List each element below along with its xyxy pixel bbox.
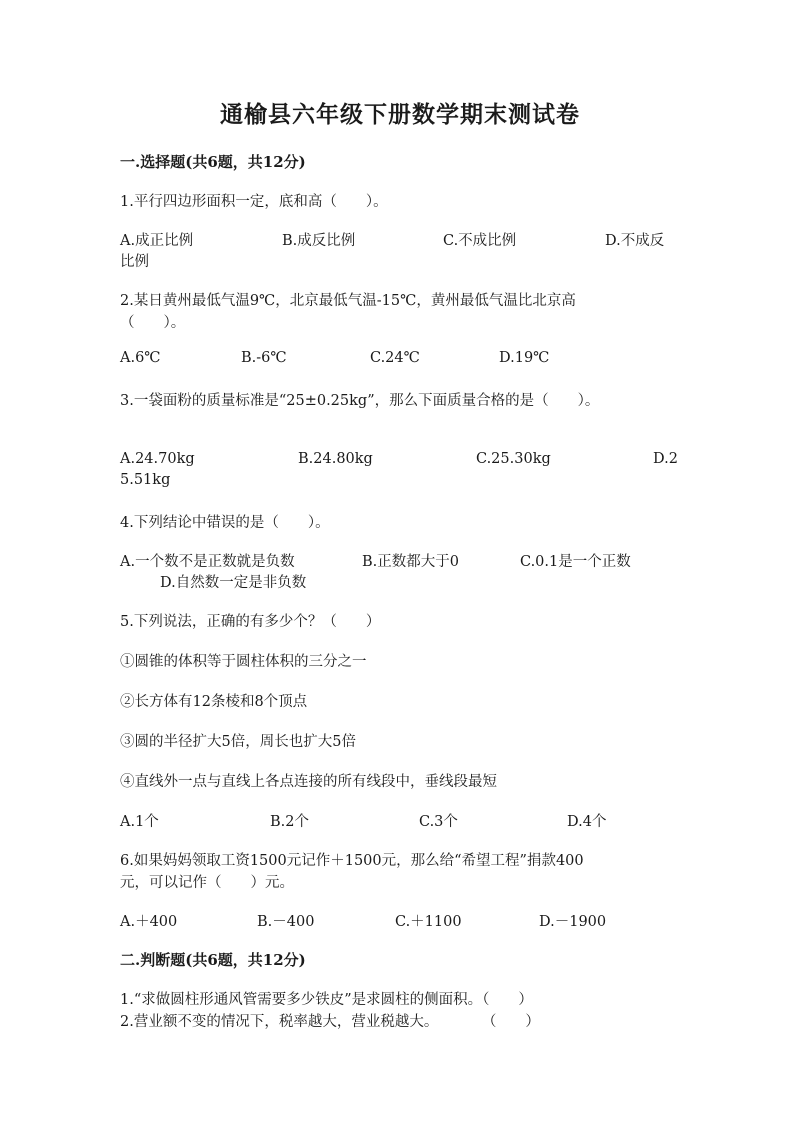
q1-option-d: D.不成反 bbox=[605, 233, 665, 249]
judge-question-2: 2.营业额不变的情况下，税率越大，营业税越大。 （ ） bbox=[120, 1014, 540, 1030]
q1-option-b: B.成反比例 bbox=[282, 233, 356, 249]
q4-option-d: D.自然数一定是非负数 bbox=[160, 575, 307, 591]
q5-statement-4: ④直线外一点与直线上各点连接的所有线段中，垂线段最短 bbox=[120, 774, 497, 790]
q5-statement-3: ③圆的半径扩大5倍，周长也扩大5倍 bbox=[120, 734, 356, 750]
q1-option-c: C.不成比例 bbox=[443, 233, 517, 249]
q1-option-a: A.成正比例 bbox=[120, 233, 194, 249]
q3-option-b: B.24.80kg bbox=[298, 451, 373, 467]
question-6-stem-cont: 元，可以记作（ ）元。 bbox=[120, 875, 294, 891]
judge-question-1: 1.“求做圆柱形通风管需要多少铁皮”是求圆柱的侧面积。（ ） bbox=[120, 992, 533, 1008]
question-4-stem: 4.下列结论中错误的是（ ）。 bbox=[120, 515, 330, 531]
q6-option-d: D.－1900 bbox=[539, 914, 607, 930]
q4-option-a: A.一个数不是正数就是负数 bbox=[120, 554, 295, 570]
q2-option-b: B.-6℃ bbox=[241, 350, 287, 366]
q3-option-a: A.24.70kg bbox=[120, 451, 195, 467]
q2-option-c: C.24℃ bbox=[370, 350, 420, 366]
q5-statement-2: ②长方体有12条棱和8个顶点 bbox=[120, 694, 308, 710]
q6-option-c: C.＋1100 bbox=[395, 914, 462, 930]
question-6-stem: 6.如果妈妈领取工资1500元记作＋1500元，那么给“希望工程”捐款400 bbox=[120, 853, 584, 869]
question-3-stem: 3.一袋面粉的质量标准是“25±0.25kg”，那么下面质量合格的是（ ）。 bbox=[120, 393, 600, 409]
section-heading-choice: 一.选择题(共6题，共12分) bbox=[120, 153, 306, 171]
q1-option-d-wrap: 比例 bbox=[120, 254, 149, 270]
question-2-stem: 2.某日黄州最低气温9℃，北京最低气温-15℃，黄州最低气温比北京高 bbox=[120, 293, 576, 309]
question-2-stem-cont: （ ）。 bbox=[120, 315, 186, 331]
q4-option-c: C.0.1是一个正数 bbox=[520, 554, 631, 570]
q2-option-a: A.6℃ bbox=[120, 350, 161, 366]
q3-option-c: C.25.30kg bbox=[476, 451, 551, 467]
q5-statement-1: ①圆锥的体积等于圆柱体积的三分之一 bbox=[120, 654, 367, 670]
section-heading-judgment: 二.判断题(共6题，共12分) bbox=[120, 951, 306, 969]
q2-option-d: D.19℃ bbox=[499, 350, 550, 366]
q5-option-c: C.3个 bbox=[419, 814, 458, 830]
q5-option-a: A.1个 bbox=[120, 814, 159, 830]
q3-option-d-wrap: 5.51kg bbox=[120, 472, 171, 488]
q5-option-d: D.4个 bbox=[567, 814, 607, 830]
page-title: 通榆县六年级下册数学期末测试卷 bbox=[220, 101, 580, 128]
question-5-stem: 5.下列说法，正确的有多少个？（ ） bbox=[120, 614, 381, 630]
q6-option-a: A.＋400 bbox=[120, 914, 178, 930]
q5-option-b: B.2个 bbox=[270, 814, 309, 830]
q3-option-d: D.2 bbox=[653, 451, 678, 467]
q6-option-b: B.－400 bbox=[257, 914, 315, 930]
q4-option-b: B.正数都大于0 bbox=[362, 554, 459, 570]
question-1-stem: 1.平行四边形面积一定，底和高（ ）。 bbox=[120, 194, 388, 210]
